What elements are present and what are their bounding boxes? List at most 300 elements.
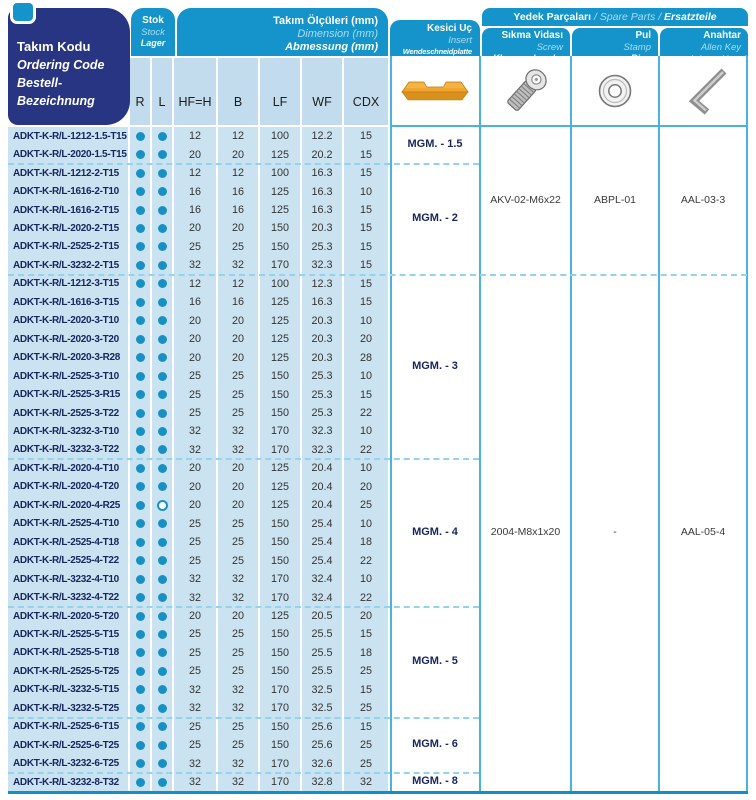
cell-wf: 32.3 — [302, 256, 344, 274]
cell-lf: 150 — [260, 238, 302, 256]
cell-stock-l — [152, 551, 174, 569]
cell-tool-code: ADKT-K-R/L-3232-8-T32 — [8, 773, 130, 791]
cell-b: 32 — [218, 441, 260, 459]
stock-dot-filled — [136, 261, 145, 270]
banner-en: Spare Parts — [599, 11, 656, 23]
table-row — [8, 459, 388, 477]
cell-b: 32 — [218, 588, 260, 606]
cell-tool-code: ADKT-K-R/L-2020-3-R28 — [8, 348, 130, 366]
cell-hf: 20 — [174, 348, 218, 366]
cell-cdx: 15 — [359, 628, 372, 641]
cell-lf: 150 — [260, 533, 302, 551]
cell-stock-l — [152, 625, 174, 643]
cell-stock-r — [130, 238, 152, 256]
cell-lf: 170 — [260, 256, 302, 274]
cell-cdx: 10 — [359, 314, 372, 327]
stock-dot-filled — [158, 575, 167, 584]
cell-wf: 25.3 — [302, 238, 344, 256]
cell-stock-l — [152, 681, 174, 699]
insert-label-de: Wendeschneidplatte — [402, 47, 472, 56]
cell-cdx: 15 — [359, 240, 372, 253]
spare-key-value: AAL-05-4 — [680, 526, 726, 539]
cell-b: 25 — [218, 662, 260, 680]
cell-hf: 16 — [174, 293, 218, 311]
cell-lf: 125 — [260, 496, 302, 514]
banner-sep2: / — [658, 11, 662, 23]
group-separator — [8, 772, 479, 774]
key-label-en: Allen Key — [700, 42, 741, 53]
cell-cdx: 18 — [359, 536, 372, 549]
cell-b: 20 — [218, 145, 260, 163]
cell-wf: 25.4 — [302, 533, 344, 551]
cell-cdx: 25 — [359, 757, 372, 770]
stock-label-en: Stock — [141, 27, 165, 38]
stock-dot-filled — [158, 722, 167, 731]
stock-dot-filled — [136, 390, 145, 399]
cell-wf: 20.4 — [302, 459, 344, 477]
stock-dot-filled — [158, 519, 167, 528]
stock-dot-filled — [158, 132, 167, 141]
stock-dot-filled — [136, 612, 145, 621]
ordering-code-header — [8, 8, 130, 125]
cell-wf: 32.5 — [302, 681, 344, 699]
cell-stock-r — [130, 533, 152, 551]
cell-tool-code: ADKT-K-R/L-2020-3-T20 — [8, 330, 130, 348]
cell-stock-r — [130, 219, 152, 237]
table-row — [8, 201, 388, 219]
table-row — [8, 312, 388, 330]
stock-dot-filled — [158, 279, 167, 288]
cell-stock-r — [130, 773, 152, 791]
cell-wf: 16.3 — [302, 182, 344, 200]
insert-header — [390, 20, 480, 56]
cell-lf: 125 — [260, 312, 302, 330]
cell-lf: 125 — [260, 330, 302, 348]
cell-tool-code: ADKT-K-R/L-2020-5-T20 — [8, 607, 130, 625]
cell-b: 25 — [218, 644, 260, 662]
cell-hf: 20 — [174, 330, 218, 348]
cell-tool-code: ADKT-K-R/L-1212-1.5-T15 — [8, 127, 130, 145]
cell-stock-r — [130, 478, 152, 496]
spare-ring-value: ABPL-01 — [593, 193, 637, 206]
column-header-b: B — [218, 58, 260, 125]
cell-cdx: 15 — [359, 259, 372, 272]
stock-dot-filled — [158, 353, 167, 362]
column-header-row — [130, 58, 388, 125]
cell-lf: 150 — [260, 385, 302, 403]
cell-b: 20 — [218, 219, 260, 237]
group-separator — [8, 606, 479, 608]
cell-wf: 12.3 — [302, 275, 344, 293]
cell-hf: 25 — [174, 736, 218, 754]
table-row — [8, 256, 388, 274]
table-bottom-rule — [8, 791, 748, 794]
cell-stock-r — [130, 718, 152, 736]
column-header-lf: LF — [260, 58, 302, 125]
stock-dot-filled — [158, 593, 167, 602]
cell-stock-l — [152, 570, 174, 588]
cell-tool-code: ADKT-K-R/L-3232-5-T25 — [8, 699, 130, 717]
cell-stock-r — [130, 588, 152, 606]
cell-stock-r — [130, 404, 152, 422]
corner-tab-icon — [10, 0, 36, 24]
cell-stock-r — [130, 459, 152, 477]
grid-line — [390, 56, 392, 791]
cell-stock-l — [152, 164, 174, 182]
stock-dot-filled — [136, 353, 145, 362]
key-label-tr: Anahtar — [703, 30, 741, 41]
stock-dot-filled — [158, 482, 167, 491]
cell-stock-l — [152, 699, 174, 717]
spare-screw-value: AKV-02-M6x22 — [490, 193, 561, 206]
cell-cdx: 10 — [359, 425, 372, 438]
stock-dot-filled — [158, 298, 167, 307]
table-row — [8, 219, 388, 237]
column-header-wf: WF — [302, 58, 344, 125]
table-row — [8, 330, 388, 348]
stock-header — [131, 8, 175, 56]
cell-wf: 32.6 — [302, 754, 344, 772]
screw-header — [482, 28, 570, 63]
cell-lf: 125 — [260, 478, 302, 496]
cell-stock-r — [130, 607, 152, 625]
table-row — [8, 127, 388, 145]
stock-dot-filled — [158, 464, 167, 473]
cell-tool-code: ADKT-K-R/L-2020-3-T10 — [8, 312, 130, 330]
cell-cdx: 15 — [359, 720, 372, 733]
cell-hf: 32 — [174, 256, 218, 274]
cell-hf: 16 — [174, 182, 218, 200]
cell-wf: 25.6 — [302, 736, 344, 754]
cell-stock-r — [130, 127, 152, 145]
stock-dot-filled — [158, 667, 167, 676]
stock-dot-open — [157, 500, 168, 511]
cell-b: 32 — [218, 256, 260, 274]
cell-cdx: 10 — [359, 462, 372, 475]
cell-b: 25 — [218, 551, 260, 569]
stock-dot-filled — [158, 778, 167, 787]
key-label-de: Innensechskantschlüssel — [660, 54, 747, 63]
stock-dot-filled — [136, 132, 145, 141]
cell-lf: 170 — [260, 588, 302, 606]
cell-b: 32 — [218, 699, 260, 717]
cell-tool-code: ADKT-K-R/L-2525-2-T15 — [8, 238, 130, 256]
table-row — [8, 422, 388, 440]
stock-dot-filled — [136, 224, 145, 233]
header-ordering-code: Ordering Code — [17, 58, 105, 72]
dims-label-de: Abmessung (mm) — [285, 41, 378, 53]
cell-wf: 25.4 — [302, 551, 344, 569]
banner-sep1: / — [593, 11, 597, 23]
cell-b: 25 — [218, 736, 260, 754]
cell-lf: 150 — [260, 644, 302, 662]
table-row — [8, 404, 388, 422]
cell-stock-l — [152, 773, 174, 791]
stock-dot-filled — [136, 242, 145, 251]
cell-hf: 32 — [174, 754, 218, 772]
cell-stock-l — [152, 367, 174, 385]
cell-tool-code: ADKT-K-R/L-1616-2-T10 — [8, 182, 130, 200]
cell-tool-code: ADKT-K-R/L-2525-5-T25 — [8, 662, 130, 680]
stock-dot-filled — [136, 538, 145, 547]
cell-cdx: 15 — [359, 388, 372, 401]
spare-ring-value: - — [613, 526, 617, 539]
cell-b: 20 — [218, 330, 260, 348]
cell-cdx: 18 — [359, 646, 372, 659]
cell-tool-code: ADKT-K-R/L-3232-3-T10 — [8, 422, 130, 440]
table-row — [8, 164, 388, 182]
cell-stock-l — [152, 348, 174, 366]
banner-tr: Yedek Parçaları — [513, 11, 592, 23]
cell-wf: 32.3 — [302, 422, 344, 440]
stock-dot-filled — [136, 206, 145, 215]
cell-stock-l — [152, 754, 174, 772]
cell-tool-code: ADKT-K-R/L-3232-6-T25 — [8, 754, 130, 772]
cell-hf: 32 — [174, 441, 218, 459]
table-row — [8, 182, 388, 200]
cell-tool-code: ADKT-K-R/L-2020-4-T10 — [8, 459, 130, 477]
cell-b: 16 — [218, 201, 260, 219]
stock-dot-filled — [136, 704, 145, 713]
cell-tool-code: ADKT-K-R/L-2525-4-T10 — [8, 515, 130, 533]
cell-cdx: 10 — [359, 370, 372, 383]
cell-b: 12 — [218, 275, 260, 293]
stock-label-tr: Stok — [142, 15, 164, 26]
cell-hf: 32 — [174, 681, 218, 699]
cell-tool-code: ADKT-K-R/L-3232-2-T15 — [8, 256, 130, 274]
cell-lf: 170 — [260, 773, 302, 791]
cell-stock-l — [152, 533, 174, 551]
stock-dot-filled — [158, 704, 167, 713]
cell-stock-r — [130, 515, 152, 533]
cell-hf: 20 — [174, 459, 218, 477]
cell-stock-r — [130, 736, 152, 754]
cell-stock-r — [130, 699, 152, 717]
stock-dot-filled — [158, 538, 167, 547]
stock-dot-filled — [136, 427, 145, 436]
cell-tool-code: ADKT-K-R/L-1616-2-T15 — [8, 201, 130, 219]
cell-wf: 32.3 — [302, 441, 344, 459]
cell-cdx: 22 — [359, 443, 372, 456]
stock-dot-filled — [136, 316, 145, 325]
ring-label-tr: Pul — [635, 30, 651, 41]
cell-lf: 170 — [260, 570, 302, 588]
stock-dot-filled — [136, 409, 145, 418]
cell-lf: 150 — [260, 736, 302, 754]
cell-hf: 25 — [174, 404, 218, 422]
cell-b: 20 — [218, 459, 260, 477]
cell-stock-l — [152, 441, 174, 459]
cell-tool-code: ADKT-K-R/L-2525-5-T15 — [8, 625, 130, 643]
cell-hf: 25 — [174, 718, 218, 736]
cell-tool-code: ADKT-K-R/L-2525-3-T10 — [8, 367, 130, 385]
cell-stock-l — [152, 201, 174, 219]
table-row — [8, 699, 388, 717]
table-row — [8, 607, 388, 625]
cell-hf: 25 — [174, 551, 218, 569]
cell-cdx: 15 — [359, 148, 372, 161]
stock-dot-filled — [136, 648, 145, 657]
stock-dot-filled — [158, 445, 167, 454]
cell-hf: 12 — [174, 164, 218, 182]
cell-b: 32 — [218, 570, 260, 588]
cell-lf: 100 — [260, 164, 302, 182]
cell-b: 25 — [218, 404, 260, 422]
stock-dot-filled — [136, 335, 145, 344]
stock-dot-filled — [158, 169, 167, 178]
cell-wf: 20.3 — [302, 348, 344, 366]
cell-wf: 20.3 — [302, 312, 344, 330]
spare-key-value: AAL-03-3 — [680, 193, 726, 206]
cell-stock-l — [152, 293, 174, 311]
cell-stock-r — [130, 348, 152, 366]
cell-b: 12 — [218, 164, 260, 182]
cell-stock-l — [152, 312, 174, 330]
cell-wf: 32.4 — [302, 570, 344, 588]
cell-lf: 150 — [260, 367, 302, 385]
cell-wf: 25.3 — [302, 385, 344, 403]
stock-dot-filled — [136, 667, 145, 676]
cell-b: 32 — [218, 754, 260, 772]
group-separator — [8, 717, 479, 719]
cell-lf: 125 — [260, 607, 302, 625]
cell-hf: 25 — [174, 662, 218, 680]
cell-b: 20 — [218, 478, 260, 496]
stock-dot-filled — [136, 685, 145, 694]
cell-hf: 32 — [174, 773, 218, 791]
cell-tool-code: ADKT-K-R/L-2525-3-R15 — [8, 385, 130, 403]
table-row — [8, 625, 388, 643]
stock-dot-filled — [158, 261, 167, 270]
screw-label-en: Screw — [536, 42, 563, 53]
insert-group-label: MGM. - 2 — [412, 212, 458, 225]
cell-lf: 125 — [260, 348, 302, 366]
cell-b: 25 — [218, 533, 260, 551]
cell-b: 20 — [218, 607, 260, 625]
cell-cdx: 15 — [359, 683, 372, 696]
screw-label-de: Klemmschraube — [492, 53, 563, 63]
table-row — [8, 681, 388, 699]
table-row — [8, 238, 388, 256]
allen-key-header — [660, 28, 748, 63]
dims-label-tr: Takım Ölçüleri (mm) — [273, 15, 378, 27]
table-row — [8, 736, 388, 754]
cell-hf: 25 — [174, 367, 218, 385]
cell-lf: 170 — [260, 422, 302, 440]
cell-tool-code: ADKT-K-R/L-1212-3-T15 — [8, 275, 130, 293]
cell-stock-l — [152, 385, 174, 403]
cell-lf: 150 — [260, 551, 302, 569]
table-row — [8, 496, 388, 514]
insert-group-label: MGM. - 3 — [412, 359, 458, 372]
insert-group-label: MGM. - 6 — [412, 738, 458, 751]
cell-hf: 25 — [174, 533, 218, 551]
cell-cdx: 10 — [359, 517, 372, 530]
insert-group-label: MGM. - 1.5 — [407, 138, 463, 151]
cell-hf: 12 — [174, 127, 218, 145]
stock-label-de: Lager — [140, 38, 166, 48]
cell-b: 25 — [218, 625, 260, 643]
grid-line — [746, 56, 748, 791]
cell-wf: 25.4 — [302, 515, 344, 533]
cell-lf: 125 — [260, 145, 302, 163]
cell-stock-l — [152, 718, 174, 736]
table-row — [8, 551, 388, 569]
cell-stock-l — [152, 256, 174, 274]
cell-wf: 32.5 — [302, 699, 344, 717]
cell-hf: 12 — [174, 275, 218, 293]
cell-cdx: 22 — [359, 591, 372, 604]
cell-b: 25 — [218, 515, 260, 533]
cell-stock-r — [130, 182, 152, 200]
stock-dot-filled — [158, 556, 167, 565]
cell-tool-code: ADKT-K-R/L-2525-5-T18 — [8, 644, 130, 662]
stock-dot-filled — [136, 556, 145, 565]
stock-dot-filled — [136, 741, 145, 750]
group-separator — [8, 274, 747, 276]
stock-dot-filled — [158, 648, 167, 657]
stock-dot-filled — [158, 206, 167, 215]
cell-b: 20 — [218, 312, 260, 330]
group-separator — [8, 163, 479, 165]
cell-wf: 20.4 — [302, 496, 344, 514]
cell-stock-r — [130, 754, 152, 772]
stock-dot-filled — [136, 279, 145, 288]
insert-label-tr: Kesici Uç — [426, 23, 472, 34]
cell-b: 20 — [218, 496, 260, 514]
cell-stock-r — [130, 275, 152, 293]
cell-stock-l — [152, 496, 174, 514]
cell-lf: 125 — [260, 201, 302, 219]
table-row — [8, 773, 388, 791]
cell-cdx: 25 — [359, 665, 372, 678]
cell-lf: 170 — [260, 681, 302, 699]
cell-wf: 32.8 — [302, 773, 344, 791]
cell-hf: 25 — [174, 385, 218, 403]
cell-lf: 150 — [260, 625, 302, 643]
cell-stock-r — [130, 312, 152, 330]
cell-stock-r — [130, 164, 152, 182]
table-row — [8, 718, 388, 736]
insert-group-label: MGM. - 5 — [412, 655, 458, 668]
stock-dot-filled — [158, 224, 167, 233]
cell-wf: 16.3 — [302, 164, 344, 182]
cell-tool-code: ADKT-K-R/L-3232-4-T10 — [8, 570, 130, 588]
cell-hf: 32 — [174, 699, 218, 717]
cell-cdx: 10 — [359, 573, 372, 586]
stock-dot-filled — [136, 372, 145, 381]
stock-dot-filled — [158, 242, 167, 251]
cell-stock-l — [152, 182, 174, 200]
screw-image — [481, 56, 570, 125]
cell-hf: 16 — [174, 201, 218, 219]
cell-cdx: 15 — [359, 204, 372, 217]
cell-lf: 150 — [260, 219, 302, 237]
cell-wf: 25.3 — [302, 404, 344, 422]
table-row — [8, 644, 388, 662]
cell-stock-l — [152, 662, 174, 680]
stock-dot-filled — [158, 372, 167, 381]
grid-line — [479, 56, 481, 791]
cell-wf: 16.3 — [302, 201, 344, 219]
cell-lf: 125 — [260, 182, 302, 200]
stock-dot-filled — [158, 150, 167, 159]
table-row — [8, 275, 388, 293]
stock-dot-filled — [158, 741, 167, 750]
cell-tool-code: ADKT-K-R/L-2020-2-T15 — [8, 219, 130, 237]
stock-dot-filled — [136, 593, 145, 602]
cell-stock-r — [130, 293, 152, 311]
